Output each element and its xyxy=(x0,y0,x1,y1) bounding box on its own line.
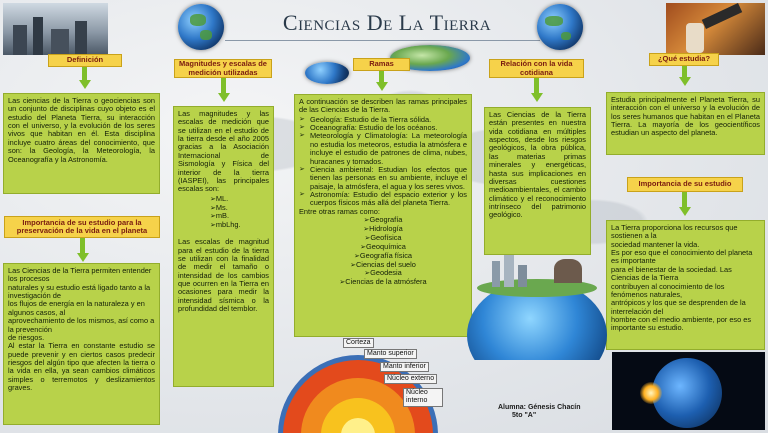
magnitudes-intro: Las magnitudes y las escalas de medición que se utilizan en el estudio de la tierra desde el año 2005 gracias a la Asociación Internacional de Sismología y Física del interior de la tierra (IASPEI), las principales escalas son: xyxy=(178,109,269,194)
arrow-ramas-head xyxy=(376,82,388,91)
label-relacion: Relación con la vida cotidiana xyxy=(489,59,584,78)
arrow-magnitudes-head xyxy=(218,93,230,102)
right-title-globe-image xyxy=(537,4,583,50)
author-credit xyxy=(498,404,580,421)
arrow-que-estudia-head xyxy=(679,77,691,86)
ramas-intro: A continuación se describen las ramas principales de las Ciencias de la Tierra. xyxy=(299,97,467,115)
importancia-line-1: La Tierra proporciona los recursos que sostienen a la xyxy=(611,223,738,241)
layer-label-corteza: Corteza xyxy=(343,338,374,348)
rama-item: ➢ Oceanografía: Estudio de los océanos. xyxy=(308,124,467,132)
importancia-line-2: sociedad mantener la vida. xyxy=(611,239,700,249)
ramas-box xyxy=(294,94,472,337)
importancia-line-5: contribuyen al conocimiento de los fenómenos naturales, xyxy=(611,281,725,299)
scale-item: ➢ Ms. xyxy=(210,204,269,213)
magnitudes-box xyxy=(173,106,274,387)
rama-item: ➢ Geología: Estudio de la Tierra sólida. xyxy=(308,116,467,124)
ramas-otras-list xyxy=(299,216,467,287)
preservacion-line-5: de riesgos. xyxy=(8,332,45,342)
otra-rama-item: ➢ Geoquímica xyxy=(299,243,467,252)
telescope-photo-image xyxy=(666,3,765,55)
otra-rama-item: ➢ Hidrología xyxy=(299,225,467,234)
otra-rama-item: ➢ Geografía xyxy=(299,216,467,225)
definicion-box: Las ciencias de la Tierra o geociencias son un conjunto de disciplinas cuyo objeto es el estudio del Planeta Tierra, su interacción con el universo, y la evolución de los seres vivos que habitan en él. Esta disciplina incluye cuatro áreas del conocimiento, que son: la Geología, la Meteorología, la Oceanografía y la Astronomía. xyxy=(3,93,160,194)
arrow-relacion-head xyxy=(531,93,543,102)
label-ramas: Ramas xyxy=(353,58,410,71)
scale-item: ➢ mB. xyxy=(210,212,269,221)
preservacion-line-6: Al estar la Tierra en constante estudio se puede prevenir y en ciertos casos predecir riesgos del algún tipo que afecten la tierra o la vida en ella, ya sean cambios climáticos simples o terremotos y deslizamientos graves. xyxy=(8,341,155,393)
label-magnitudes: Magnitudes y escalas de medición utilizadas xyxy=(174,59,272,78)
arrow-definicion-stem xyxy=(82,67,87,81)
rama-item: ➢ Meteorología y Climatología: La meteorología no estudia los meteoros, estudia la atmósfera e incluye el estudio de patrones de clima, nubes, huracanes y tornados. xyxy=(308,132,467,165)
label-importancia-estudio: Importancia de su estudio xyxy=(627,177,743,192)
label-importancia-preservacion: Importancia de su estudio para la preservación de la vida en el planeta xyxy=(4,216,160,238)
layer-label-nucleo-externo: Núcleo externo xyxy=(384,374,437,384)
author-name: Alumna: Génesis Chacín xyxy=(498,404,581,411)
ramas-list xyxy=(299,116,467,208)
label-definicion: Definición xyxy=(48,54,122,67)
otra-rama-item: ➢ Ciencias del suelo xyxy=(299,261,467,270)
arrow-importancia-head xyxy=(679,207,691,216)
arrow-preservacion-stem xyxy=(80,238,85,254)
page-title: Ciencias De La Tierra xyxy=(282,10,492,35)
arrow-preservacion-head xyxy=(77,253,89,262)
magnitudes-scale-list xyxy=(178,195,269,231)
earth-city-illustration xyxy=(462,255,612,360)
rama-item: ➢ Astronomía: Estudio del espacio exterior y los cuerpos físicos más allá del planeta Tierra. xyxy=(308,191,467,208)
layer-label-manto-superior: Manto superior xyxy=(364,349,417,359)
preservacion-line-3: los flujos de energía en la naturaleza y en algunos casos, al xyxy=(8,299,145,317)
que-estudia-box: Estudia principalmente el Planeta Tierra, su interacción con el universo y la evolución de los seres humanos que habitan en el Planeta Tierra. La mayoría de los geocientíficos estudian un aspecto del planeta. xyxy=(606,92,765,155)
author-grade: 5to "A" xyxy=(512,412,537,420)
arrow-relacion-stem xyxy=(534,78,539,94)
left-title-globe-image xyxy=(178,4,224,50)
label-que-estudia: ¿Qué estudia? xyxy=(649,53,719,66)
importancia-box xyxy=(606,220,765,350)
ramas-left-globe-image xyxy=(305,62,349,84)
city-photo-image xyxy=(3,3,108,55)
importancia-line-3: Es por eso que el conocimiento del planeta es importante xyxy=(611,248,753,266)
earth-sunrise-image xyxy=(612,352,765,430)
otra-rama-item: ➢ Geofísica xyxy=(299,234,467,243)
arrow-definicion-head xyxy=(79,80,91,89)
ramas-otras-intro: Entre otras ramas como: xyxy=(299,206,380,216)
magnitudes-outro: Las escalas de magnitud para el estudio de la tierra se utilizan con la finalidad de medir el tamaño o intensidad de los cambios que ocurren en la Tierra en ocasiones para medir la intensidad sísmica o la profundidad del temblor. xyxy=(178,237,269,314)
arrow-magnitudes-stem xyxy=(221,78,226,94)
preservacion-line-1: Las Ciencias de la Tierra permiten entender los procesos xyxy=(8,266,152,284)
nucleo-interno-text: Núcleo interno xyxy=(406,389,428,405)
preservacion-line-4: aprovechamiento de los mismos, así como a la prevención xyxy=(8,316,155,334)
importancia-line-6: antrópicos y los que se desprenden de la interrelación del xyxy=(611,298,746,316)
relacion-box: Las Ciencias de la Tierra están presentes en nuestra vida cotidiana en múltiples aspectos, desde los riesgos geológicos, la obra pública, las materias primas minerales y energéticas, hasta sus implicaciones en diversas cuestiones medioambientales, el cambio climático y el reconocimiento intrínseco del patrimonio geológico. xyxy=(484,107,591,255)
importancia-line-7: hombre con el medio ambiente, por eso es importante su estudio. xyxy=(611,314,752,333)
scale-item: ➢ mbLhg. xyxy=(210,221,269,230)
scale-item: ➢ ML. xyxy=(210,195,269,204)
preservacion-line-2: naturales y su estudio está ligado tanto a la investigación de xyxy=(8,282,151,301)
arrow-importancia-stem xyxy=(682,192,687,208)
importancia-line-4: para el bienestar de la sociedad. Las Ciencias de la Tierra xyxy=(611,264,732,283)
layer-label-manto-inferior: Manto inferior xyxy=(380,362,429,372)
otra-rama-item: ➢ Ciencias de la atmósfera xyxy=(299,278,467,287)
title-underline xyxy=(225,40,540,41)
otra-rama-item: ➢ Geografía física xyxy=(299,252,467,261)
rama-item: ➢ Ciencia ambiental: Estudian los efectos que tienen las personas en su ambiente, incluye el paisaje, la atmósfera, el agua y los seres vivos. xyxy=(308,166,467,191)
layer-label-nucleo-interno xyxy=(403,388,443,407)
preservacion-box xyxy=(3,263,160,425)
otra-rama-item: ➢ Geodesia xyxy=(299,269,467,278)
